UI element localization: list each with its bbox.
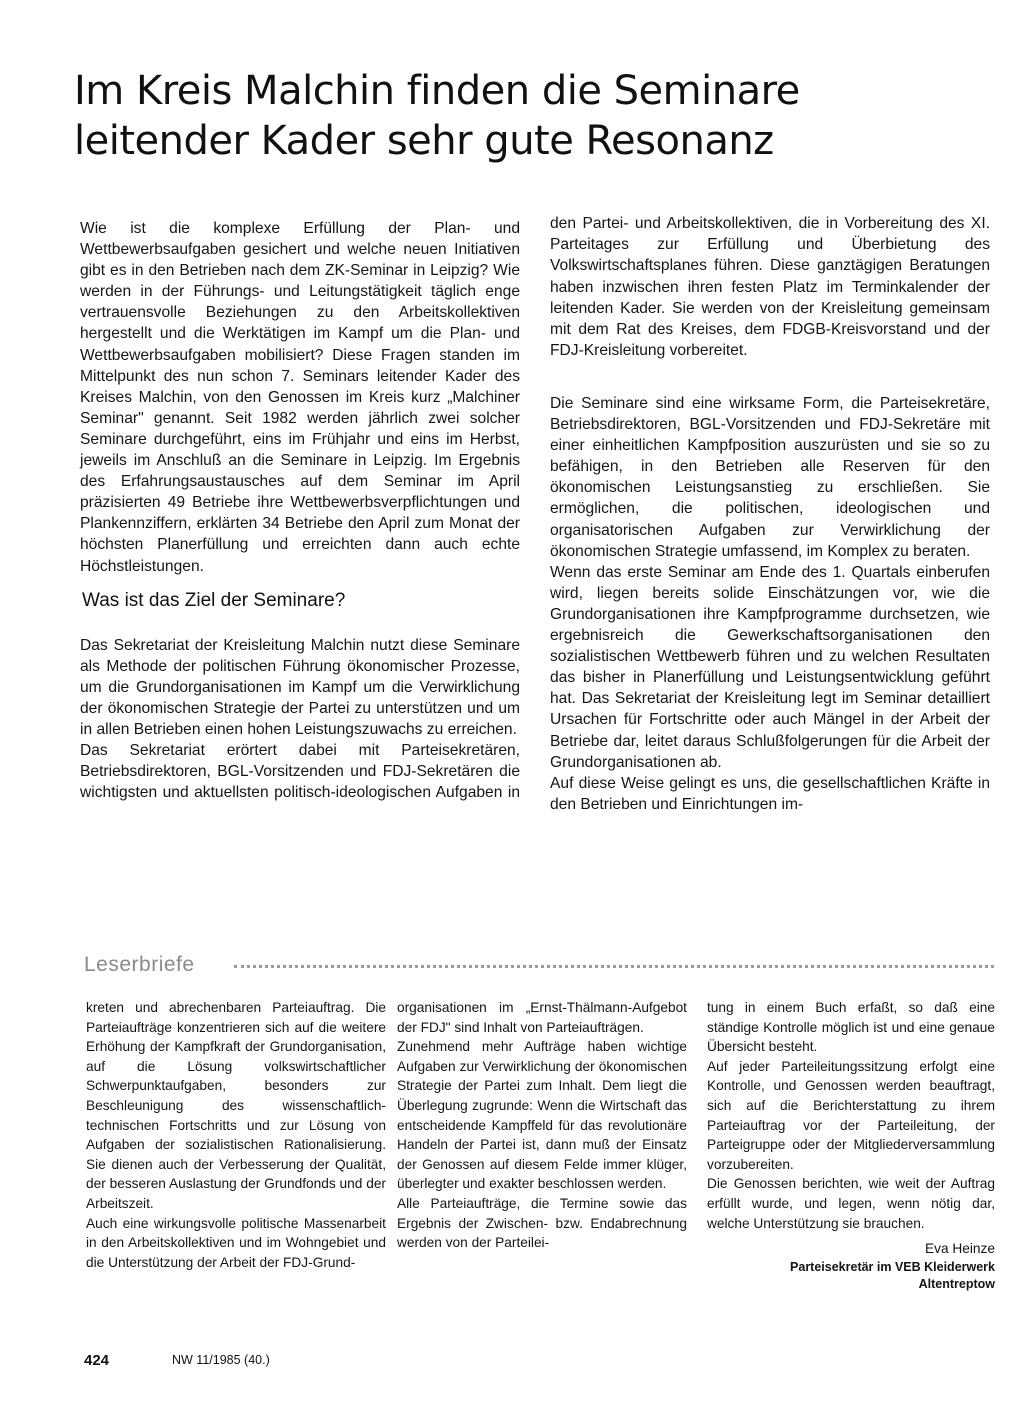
- author-role-line-1: Parteisekretär im VEB Kleiderwerk: [790, 1259, 995, 1274]
- letter-col2-paragraph-2: Zunehmend mehr Aufträge haben wichtige Aufgaben zur Verwirklichung der ökonomischen Strategie der Partei zum Inhalt. Dem liegt die Überlegung zugrunde: Wenn die Wirtschaft das entscheidende Kampffeld für das revolutionäre Handeln der Partei ist, dann muß der Einsatz der Genossen auf diesem Felde immer klüger, überlegter und exakter beschlossen werden.: [397, 1039, 687, 1192]
- issue-reference: NW 11/1985 (40.): [172, 1353, 270, 1367]
- article-paragraph-5: Wenn das erste Seminar am Ende des 1. Quartals einberufen wird, liegen bereits solide Einschätzungen vor, wie die Grundorganisationen ihre Kampfprogramme durchsetzen, wie ergebnisreich die Gewerkschaftsorganisationen den sozialistischen Wettbewerb führen und zu welchen Resultaten das bisher in Planerfüllung und Leistungsentwicklung geführt hat. Das Sekretariat der Kreisleitung legt im Seminar detailliert Ursachen für Fortschritte oder auch Mängel in der Arbeit der Betriebe dar, leitet daraus Schlußfolgerungen für die Arbeit der Grundorganisationen ab.: [550, 563, 990, 771]
- letter-col3-paragraph-2: Auf jeder Parteileitungssitzung erfolgt eine Kontrolle, und Genossen werden beauftragt, sich auf die Berichterstattung zu ihrem Parteiauftrag vor der Parteileitung, der Parteigruppe oder der Mitgliederversammlung vorzubereiten.: [707, 1058, 995, 1172]
- letter-col2-paragraph-1: organisationen im „Ernst-Thälmann-Aufgebot der FDJ" sind Inhalt von Parteiaufträgen.: [397, 1000, 687, 1035]
- article-paragraph-3-continued-text: den Partei- und Arbeitskollektiven, die in Vorbereitung des XI. Parteitages zur Erfüllung und Überbietung des Volkswirtschaftsplanes führen. Diese ganztägigen Beratungen haben inzwischen ihren festen Platz im Terminkalender der leitenden Kader. Sie werden von der Kreisleitung gemeinsam mit dem Rat des Kreises, dem FDGB-Kreisvorstand und der FDJ-Kreisleitung vorbereitet.: [550, 215, 990, 359]
- page-number: 424: [84, 1352, 110, 1369]
- letter-col3-paragraph-3: Die Genossen berichten, wie weit der Auftrag erfüllt wurde, und legen, wenn nötig dar, welche Unterstützung sie brauchen.: [707, 1176, 995, 1231]
- author-role-line-2: Altentreptow: [918, 1276, 995, 1291]
- letter-col3-paragraph-1: tung in einem Buch erfaßt, so daß eine ständige Kontrolle möglich ist und eine genaue Übersicht besteht.: [707, 1000, 995, 1055]
- letter-column-1: [86, 998, 386, 1272]
- article-intro-paragraph: Wie ist die komplexe Erfüllung der Plan- und Wettbewerbsaufgaben gesichert und welche neuen Initiativen gibt es in den Betrieben nach dem ZK-Seminar in Leipzig? Wie werden in der Führungs- und Leitungstätigkeit täglich enge vertrauensvolle Beziehungen zu den Arbeitskollektiven hergestellt und die Werktätigen im Kampf um die Plan- und Wettbewerbsaufgaben mobilisiert? Diese Fragen standen im Mittelpunkt des nun schon 7. Seminars leitender Kader des Kreises Malchin, von den Genossen im Kreis kurz „Malchiner Seminar" genannt. Seit 1982 werden jährlich zwei solcher Seminare durchgeführt, eins im Frühjahr und eins im Herbst, jeweils im Anschluß an die Seminare in Leipzig. Im Ergebnis des Erfahrungsaustausches auf dem Seminar im April präzisierten 49 Betriebe ihre Wettbewerbsverpflichtungen und Plankennziffern, erklärten 34 Betriebe den April zum Monat der höchsten Planerfüllung und erreichten dann auch echte Höchstleistungen.: [80, 220, 520, 575]
- letter-col1-paragraph-2: Auch eine wirkungsvolle politische Massenarbeit in den Arbeitskollektiven und im Wohngebiet und die Unterstützung der Arbeit der FDJ-Grund-: [86, 1215, 386, 1270]
- article-paragraph-2: Das Sekretariat der Kreisleitung Malchin nutzt diese Seminare als Methode der politischen Führung ökonomischer Prozesse, um die Grundorganisationen im Kampf um die Verwirklichung der ökonomischen Strategie der Partei zu unterstützen und um in allen Betrieben einen hohen Leistungszuwachs zu erreichen.: [80, 636, 520, 738]
- article-column-right: [550, 213, 990, 815]
- letter-author-role: [707, 1259, 995, 1293]
- letters-section-divider: [84, 952, 994, 978]
- headline-line-1: Im Kreis Malchin finden die Seminare: [74, 68, 800, 114]
- article-paragraph-6: Auf diese Weise gelingt es uns, die gesellschaftlichen Kräfte in den Betrieben und Einrichtungen im-: [550, 774, 990, 813]
- letters-section-label: Leserbriefe: [84, 953, 195, 976]
- letter-col1-paragraph-1: kreten und abrechenbaren Parteiauftrag. Die Parteiaufträge konzentrieren sich auf die weitere Erhöhung der Kampfkraft der Grundorganisation, auf die Lösung volkswirtschaftlicher Schwerpunktaufgaben, besonders zur Beschleunigung des wissenschaftlich-technischen Fortschritts und zur Lösung von Aufgaben der sozialistischen Rationalisierung. Sie dienen auch der Verbesserung der Qualität, der besseren Auslastung der Grundfonds und der Arbeitszeit.: [86, 1000, 386, 1211]
- letter-column-3: [707, 998, 995, 1293]
- article-column-left: [80, 218, 520, 803]
- article-paragraph-4: Die Seminare sind eine wirksame Form, die Parteisekretäre, Betriebsdirektoren, BGL-Vorsitzenden und FDJ-Sekretäre mit einer einheitlichen Kampfposition auszurüsten und sie so zu befähigen, in den Betrieben alle Reserven für den ökonomischen Leistungsanstieg zu erschließen. Sie ermöglichen, die politischen, ideologischen und organisatorischen Aufgaben zur Verwirklichung der ökonomischen Strategie umfassend, im Komplex zu beraten.: [550, 395, 990, 560]
- dotted-rule: [234, 965, 994, 968]
- article-paragraph-3: Das Sekretariat erörtert dabei mit Parteisekretären, Betriebsdirektoren, BGL-Vorsitzenden und FDJ-Sekretären die wichtigsten und aktuellsten politisch-ideologischen Aufgaben in: [80, 742, 520, 802]
- article-paragraph-3-continued: [550, 213, 990, 383]
- letter-col2-paragraph-3: Alle Parteiaufträge, die Termine sowie das Ergebnis der Zwischen- bzw. Endabrechnung werden von der Parteilei-: [397, 1195, 687, 1251]
- headline-line-2: leitender Kader sehr gute Resonanz: [74, 118, 774, 164]
- letter-author-name: Eva Heinze: [925, 1241, 995, 1257]
- article-headline: [74, 66, 974, 166]
- letter-column-2: [397, 998, 687, 1253]
- article-subheading: Was ist das Ziel der Seminare?: [82, 589, 346, 611]
